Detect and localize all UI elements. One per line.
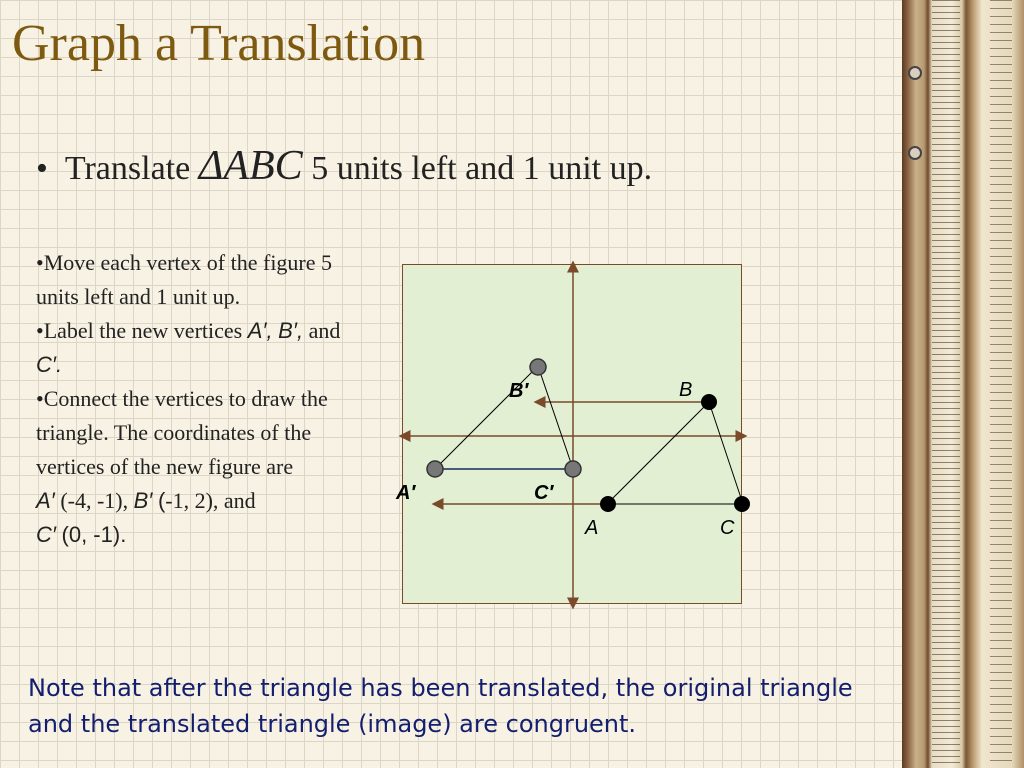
label-a-graph: A	[585, 517, 599, 539]
page-title: Graph a Translation	[12, 15, 426, 72]
steps-list	[36, 246, 364, 552]
step-label-text: •Label the new vertices	[36, 318, 243, 343]
bullet-marker: •	[36, 150, 65, 187]
step-move: •Move each vertex of the figure 5 units left and 1 unit up.	[36, 250, 333, 309]
label-a-prime-graph: A′	[396, 482, 416, 504]
label-and: and	[308, 318, 341, 343]
vertex-a	[600, 496, 616, 512]
step-label	[36, 314, 364, 382]
vertex-b-prime	[530, 359, 546, 375]
vertex-b	[701, 394, 717, 410]
screw-icon	[908, 66, 922, 80]
label-b-graph: B	[679, 379, 693, 401]
ruler-ticks-left	[932, 0, 960, 768]
instruction-suffix: 5 units left and 1 unit up.	[311, 150, 653, 187]
label-c-prime-graph: C′	[534, 482, 554, 504]
original-side-ab	[607, 402, 709, 504]
vertex-c	[734, 496, 750, 512]
instruction-prefix: Translate	[64, 150, 191, 187]
step-connect	[36, 382, 364, 552]
step-connect-text: •Connect the vertices to draw the triangle. The coordinates of the vertices of the new figure are	[36, 386, 328, 479]
original-side-bc	[709, 402, 743, 504]
vertex-a-prime	[427, 461, 443, 477]
coord-b-paren: (	[157, 488, 166, 513]
bullet-instruction	[36, 142, 652, 190]
label-b-prime: B′,	[278, 318, 304, 343]
coord-b-label: B′	[133, 488, 153, 513]
label-b-prime-graph: B′	[509, 380, 529, 402]
label-a-prime: A′,	[247, 318, 273, 343]
coord-a-value: (-4, -1),	[60, 488, 129, 513]
image-side-bc	[538, 366, 573, 469]
coord-c-label: C′	[36, 522, 57, 547]
coord-a-label: A′	[36, 488, 55, 513]
coord-b-value: -1, 2), and	[165, 488, 256, 513]
triangle-symbol: ΔABC	[198, 143, 303, 189]
label-c-prime: C′.	[36, 352, 63, 377]
label-c-graph: C	[720, 517, 735, 539]
coordinate-graph	[396, 264, 742, 604]
graph-svg	[396, 265, 743, 605]
congruence-note: Note that after the triangle has been translated, the original triangle and the translated triangle (image) are congruent.	[28, 674, 853, 738]
coord-c-value: (0, -1).	[61, 522, 127, 547]
vertex-c-prime	[565, 461, 581, 477]
ruler-ticks-right	[990, 0, 1012, 768]
screw-icon	[908, 146, 922, 160]
